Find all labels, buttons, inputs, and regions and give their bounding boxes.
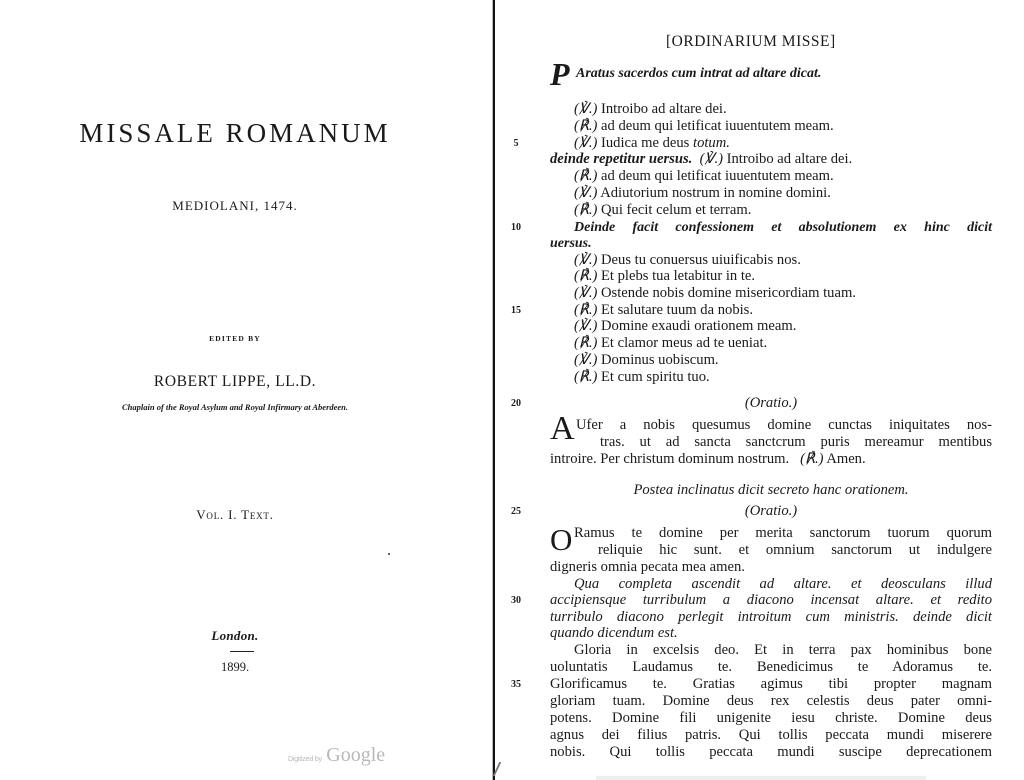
text-line xyxy=(574,352,719,369)
response-mark: (℟.) xyxy=(574,302,598,318)
drop-cap-p: P xyxy=(550,56,570,92)
line-text: Amen. xyxy=(826,451,866,467)
text-line xyxy=(574,168,834,185)
text-line xyxy=(574,101,727,118)
line-number: 5 xyxy=(513,138,519,149)
publication-year: 1899. xyxy=(220,660,250,674)
line-text: ad deum qui letificat iuuentutem meam. xyxy=(601,118,834,134)
response-mark: (℟.) xyxy=(574,118,598,134)
line-text: Ostende nobis domine misericordiam tuam. xyxy=(601,285,856,301)
rubric-line: turribulo diacono perlegit introitum cum ministris. deinde dicit xyxy=(550,609,992,625)
versicle-mark: (℣.) xyxy=(574,318,598,334)
rubric-line: quando dicendum est. xyxy=(550,625,678,641)
book-title: MISSALE ROMANUM xyxy=(79,118,391,148)
line-text: Et plebs tua letabitur in te. xyxy=(601,268,756,284)
text-line xyxy=(550,151,852,168)
text-line: potens. Domine fili unigenite iesu christe. Domine deus xyxy=(550,710,992,726)
title-page xyxy=(0,0,492,780)
response-mark: (℟.) xyxy=(574,369,598,385)
line-text: Introibo ad altare dei. xyxy=(726,151,853,167)
rubric-line: Postea inclinatus dicit secreto hanc orationem. xyxy=(633,482,909,498)
line-text: Et salutare tuum da nobis. xyxy=(601,302,754,318)
scan-edge-shadow xyxy=(596,776,926,780)
rubric-line: Deinde facit confessionem et absolutionem ex hinc dicit xyxy=(574,220,992,235)
rubric-line: Qua completa ascendit ad altare. et deosculans illud xyxy=(574,576,992,592)
line-text: Et cum spiritu tuo. xyxy=(601,369,710,385)
text-line xyxy=(574,335,767,352)
text-line xyxy=(574,185,831,202)
publication-place: London. xyxy=(211,628,259,643)
text-line xyxy=(574,318,796,335)
line-number: 35 xyxy=(511,679,521,690)
response-mark: (℟.) xyxy=(574,268,598,284)
versicle-mark: (℣.) xyxy=(574,185,598,201)
line-number: 25 xyxy=(511,506,521,517)
rubric-text: deinde repetitur uersus. xyxy=(550,151,693,167)
volume-label: Vol. I. Text. xyxy=(196,507,274,522)
editor-affiliation: Chaplain of the Royal Asylum and Royal Infirmary at Aberdeen. xyxy=(121,402,349,412)
versicle-mark: (℣.) xyxy=(574,352,598,368)
text-line xyxy=(574,268,755,285)
versicle-mark: (℣.) xyxy=(574,101,598,117)
line-number: 10 xyxy=(511,222,521,233)
text-line xyxy=(574,369,710,386)
text-line: uoluntatis Laudamus te. Benedicimus te Adoramus te. xyxy=(550,659,992,675)
scan-speck xyxy=(388,553,390,555)
text-line: gloriam tuam. Domine deus rex celestis deus pater omni- xyxy=(550,693,992,709)
text-line xyxy=(550,451,866,468)
text-line xyxy=(574,252,801,269)
edited-by-label: EDITED BY xyxy=(209,334,261,343)
text-line: tras. ut ad sancta sanctcrum puris mereamur mentibus xyxy=(600,434,992,450)
text-line: Ufer a nobis quesumus domine cunctas iniquitates nos- xyxy=(576,417,992,433)
line-text-italic: totum. xyxy=(693,135,730,151)
versicle-mark: (℣.) xyxy=(574,285,598,301)
line-text: Dominus uobiscum. xyxy=(601,352,719,368)
editor-name: ROBERT LIPPE, LL.D. xyxy=(153,373,317,390)
drop-cap-a: A xyxy=(550,410,575,447)
line-text: Domine exaudi orationem meam. xyxy=(601,318,797,334)
page-gutter-divider xyxy=(492,0,495,780)
line-text: Introibo ad altare dei. xyxy=(601,101,727,117)
line-text: Deus tu conuersus uiuificabis nos. xyxy=(601,252,801,268)
digitized-by-label: Digitized by xyxy=(288,756,322,763)
text-line: reliquie hic sunt. et omnium sanctorum ut indulgere xyxy=(598,542,992,558)
line-number: 30 xyxy=(511,595,521,606)
section-heading: (Oratio.) xyxy=(744,395,798,411)
line-text: Iudica me deus xyxy=(601,135,694,151)
text-line: nobis. Qui tollis peccata mundi suscipe deprecationem xyxy=(550,744,992,760)
drop-cap-o: O xyxy=(550,522,573,557)
rubric-line: accipiensque turribulum a diacono incensat altare. et redito xyxy=(550,592,992,608)
text-line xyxy=(574,135,730,152)
response-mark: (℟.) xyxy=(574,335,598,351)
response-mark: (℟.) xyxy=(574,202,598,218)
imprint-line: MEDIOLANI, 1474. xyxy=(172,198,298,213)
section-heading: (Oratio.) xyxy=(744,503,798,519)
google-logo: Google xyxy=(326,744,386,766)
running-head: [ORDINARIUM MISSE] xyxy=(666,33,836,50)
versicle-mark: (℣.) xyxy=(699,151,723,167)
line-number: 15 xyxy=(511,305,521,316)
text-line xyxy=(574,202,751,219)
line-text: Qui fecit celum et terram. xyxy=(601,202,752,218)
line-text: introire. Per christum dominum nostrum. xyxy=(550,451,790,467)
rubric-line: Aratus sacerdos cum intrat ad altare dicat. xyxy=(576,66,822,81)
text-line: Glorificamus te. Gratias agimus tibi propter magnam xyxy=(550,676,992,692)
text-line: Ramus te domine per merita sanctorum tuorum quorum xyxy=(574,525,992,541)
short-rule xyxy=(230,651,254,652)
line-number: 20 xyxy=(511,398,521,409)
text-page xyxy=(496,0,1024,780)
text-line: digneris omnia pecata mea amen. xyxy=(550,559,745,575)
line-text: ad deum qui letificat iuuentutem meam. xyxy=(601,168,834,184)
text-line: agnus dei filius patris. Qui tollis peccata mundi miserere xyxy=(550,727,992,743)
versicle-mark: (℣.) xyxy=(574,135,598,151)
text-line: Gloria in excelsis deo. Et in terra pax hominibus bone xyxy=(574,642,992,658)
versicle-mark: (℣.) xyxy=(574,252,598,268)
text-line xyxy=(574,118,834,135)
text-line xyxy=(574,285,856,302)
rubric-line: uersus. xyxy=(550,236,592,251)
response-mark: (℟.) xyxy=(574,168,598,184)
digitized-by-google-watermark xyxy=(288,744,385,767)
line-text: Adiutorium nostrum in nomine domini. xyxy=(600,185,831,201)
text-line xyxy=(574,302,753,319)
response-mark: (℟.) xyxy=(800,451,824,467)
line-text: Et clamor meus ad te ueniat. xyxy=(601,335,768,351)
